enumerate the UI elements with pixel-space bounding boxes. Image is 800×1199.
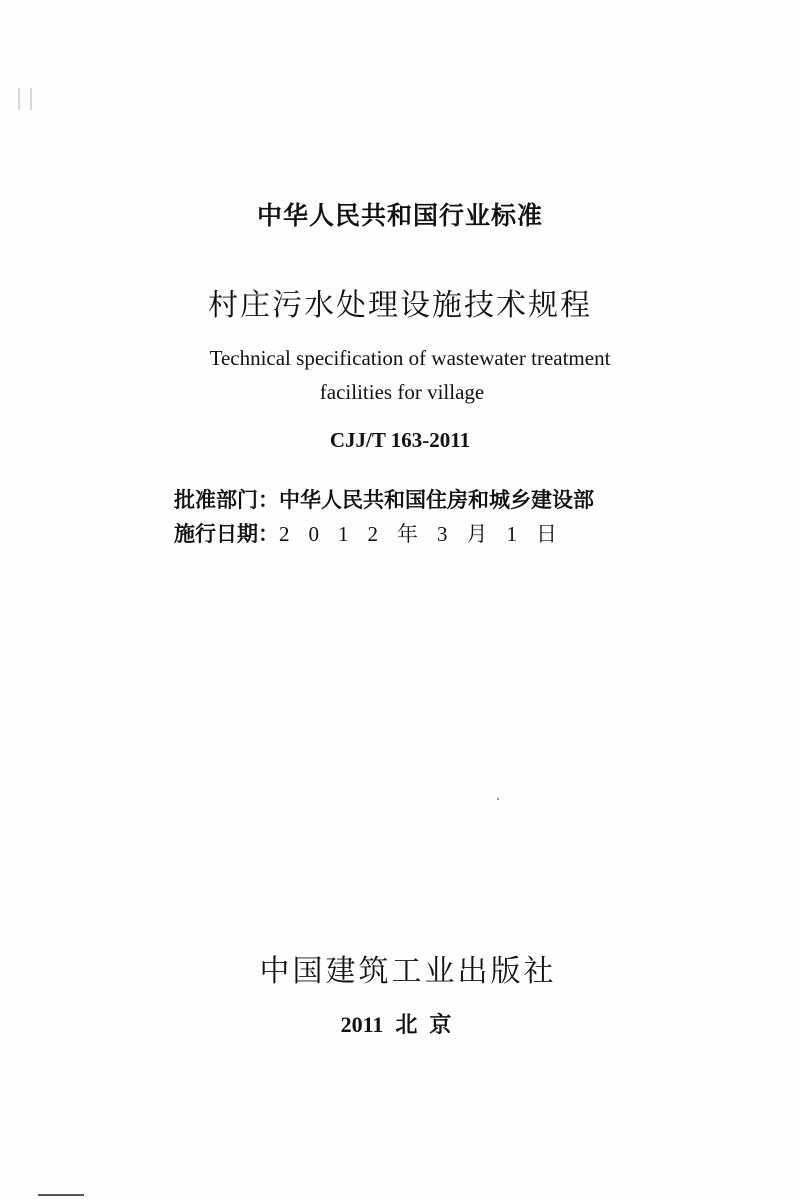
effective-value: 2012年3月1日 [279, 522, 576, 546]
imprint-city: 北京 [395, 1013, 464, 1038]
title-english-line1: Technical specification of wastewater treatment [209, 346, 611, 370]
imprint-year: 2011 [340, 1012, 384, 1037]
scan-artifact [38, 1194, 84, 1196]
imprint [2, 1008, 800, 1039]
scan-artifact [30, 88, 32, 110]
title-english-line2: facilities for village [319, 380, 485, 404]
standard-code: CJJ/T 163-2011 [329, 428, 471, 452]
effective-date [174, 518, 576, 548]
publisher: 中国建筑工业出版社 [259, 954, 557, 989]
scan-artifact [18, 88, 20, 110]
approval-label: 批准部门： [174, 488, 279, 512]
approval-department [174, 484, 594, 514]
title-chinese: 村庄污水处理设施技术规程 [208, 288, 592, 323]
standard-series: 中华人民共和国行业标准 [256, 201, 543, 230]
approval-value: 中华人民共和国住房和城乡建设部 [279, 488, 594, 512]
effective-label: 施行日期： [174, 522, 279, 546]
scan-artifact [497, 798, 499, 800]
